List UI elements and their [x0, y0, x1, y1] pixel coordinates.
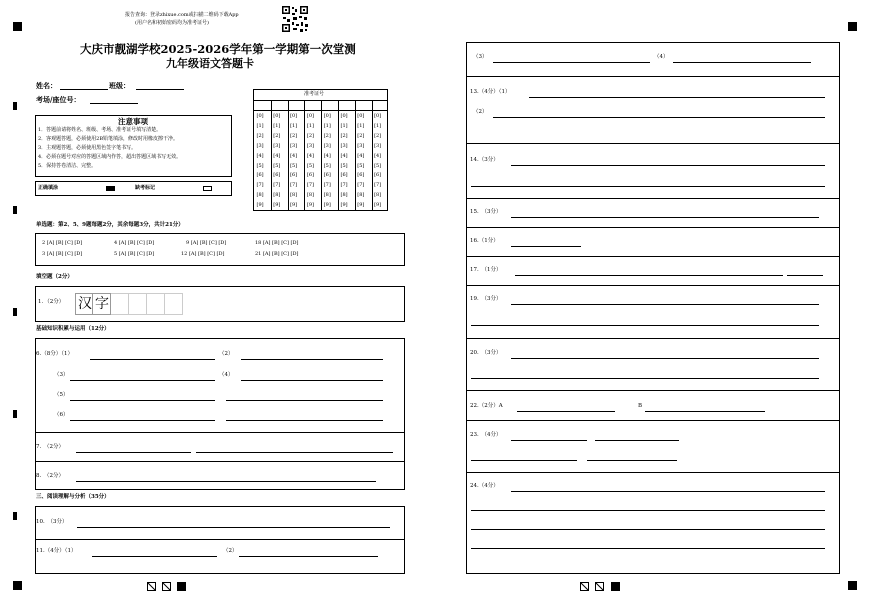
- choice-item[interactable]: 4 [A] [B] [C] [D]: [114, 240, 155, 246]
- choice-item[interactable]: 3 [A] [B] [C] [D]: [42, 251, 83, 257]
- digit-bubble[interactable]: [6]: [256, 172, 264, 179]
- digit-bubble[interactable]: [1]: [323, 122, 331, 129]
- digit-bubble[interactable]: [6]: [273, 172, 281, 179]
- answer-line[interactable]: [226, 420, 383, 421]
- answer-line[interactable]: [587, 460, 677, 461]
- answer-line[interactable]: [226, 400, 383, 401]
- question-label: 20. （3分）: [470, 350, 502, 356]
- digit-bubble[interactable]: [2]: [323, 132, 331, 139]
- digit-bubble[interactable]: [8]: [374, 192, 382, 199]
- exam-id-grid: [253, 89, 388, 211]
- answer-line[interactable]: [493, 62, 650, 63]
- digit-bubble[interactable]: [9]: [357, 202, 365, 209]
- question-label: 14.（3分）: [470, 157, 499, 163]
- correct-fill-label: 正确填涂: [38, 185, 59, 191]
- grid-divider: [271, 100, 272, 210]
- answer-line[interactable]: [511, 358, 819, 359]
- answer-line[interactable]: [471, 186, 825, 187]
- question-label: 22.（2分）A: [470, 403, 503, 409]
- qr-code-icon: [281, 5, 309, 33]
- digit-bubble[interactable]: [6]: [374, 172, 382, 179]
- digit-bubble[interactable]: [9]: [340, 202, 348, 209]
- corner-mark-bottom-right: [848, 581, 857, 590]
- digit-bubble[interactable]: [7]: [290, 182, 298, 189]
- digit-bubble[interactable]: [2]: [374, 132, 382, 139]
- digit-bubble[interactable]: [2]: [273, 132, 281, 139]
- choice-item[interactable]: 18 [A] [B] [C] [D]: [255, 240, 299, 246]
- seat-label: 考场/座位号：: [36, 95, 81, 104]
- seat-field[interactable]: [90, 103, 138, 104]
- digit-bubble[interactable]: [3]: [340, 142, 348, 149]
- grid-divider: [288, 100, 289, 210]
- digit-bubble[interactable]: [2]: [256, 132, 264, 139]
- name-label: 姓名：: [36, 81, 57, 90]
- right-answer-panel: [466, 42, 840, 574]
- exam-title: 大庆市靓湖学校2025-2026学年第一学期第一次堂测: [80, 42, 356, 56]
- answer-line[interactable]: [471, 510, 825, 511]
- report-note: 报告查询：登录zhixue.com或扫描二维码下载App: [125, 12, 239, 18]
- choice-item[interactable]: 12 [A] [B] [C] [D]: [181, 251, 225, 257]
- digit-bubble[interactable]: [5]: [340, 162, 348, 169]
- notice-title: 注意事项: [118, 117, 148, 126]
- question-label: 24.（4分）: [470, 483, 499, 489]
- question-label: 11.（4分）（1）: [36, 548, 77, 554]
- digit-bubble[interactable]: [3]: [256, 142, 264, 149]
- timing-mark: [13, 102, 17, 110]
- single-choice-heading: 单选题：第2、5、9题每题2分，其余每题3分，共计21分）: [36, 222, 184, 228]
- digit-bubble[interactable]: [1]: [357, 122, 365, 129]
- question-label: 17. （1分）: [470, 267, 502, 273]
- answer-line[interactable]: [76, 452, 191, 453]
- answer-line[interactable]: [511, 491, 825, 492]
- question-label: （4）: [654, 54, 669, 60]
- digit-bubble[interactable]: [3]: [273, 142, 281, 149]
- digit-bubble[interactable]: [3]: [290, 142, 298, 149]
- question-label: 13.（4分）（1）: [470, 89, 511, 95]
- digit-bubble[interactable]: [8]: [306, 192, 314, 199]
- question-label: （2）: [473, 109, 488, 115]
- notice-item: 1．答题前请将姓名、班级、考场、准考证号填写清楚。: [38, 127, 162, 133]
- grid-divider: [372, 100, 373, 210]
- page-marker-slash: [595, 582, 604, 591]
- name-field[interactable]: [60, 89, 108, 90]
- answer-line[interactable]: [673, 62, 811, 63]
- digit-bubble[interactable]: [5]: [290, 162, 298, 169]
- answer-line[interactable]: [471, 460, 577, 461]
- digit-bubble[interactable]: [2]: [290, 132, 298, 139]
- digit-bubble[interactable]: [5]: [273, 162, 281, 169]
- answer-line[interactable]: [471, 378, 819, 379]
- question-label: 15. （3分）: [470, 209, 502, 215]
- choice-item[interactable]: 5 [A] [B] [C] [D]: [114, 251, 155, 257]
- digit-bubble[interactable]: [7]: [357, 182, 365, 189]
- corner-mark-bottom-left: [13, 581, 22, 590]
- question-label: （2）: [219, 351, 234, 357]
- reading-heading: 三、阅读理解与分析（35分）: [36, 494, 110, 500]
- question-label: （6）: [54, 412, 69, 418]
- notice-item: 3．主观题答题，必须使用黑色签字笔书写。: [38, 145, 137, 151]
- answer-line[interactable]: [239, 556, 378, 557]
- question-label: 7. （2分）: [36, 444, 64, 450]
- answer-line[interactable]: [515, 275, 783, 276]
- digit-bubble[interactable]: [7]: [374, 182, 382, 189]
- class-label: 班级：: [109, 81, 130, 90]
- digit-bubble[interactable]: [9]: [273, 202, 281, 209]
- choice-item[interactable]: 21 [A] [B] [C] [D]: [255, 251, 299, 257]
- question-label: 23. （4分）: [470, 432, 502, 438]
- answer-line[interactable]: [471, 325, 819, 326]
- digit-bubble[interactable]: [5]: [374, 162, 382, 169]
- digit-bubble[interactable]: [0]: [306, 113, 314, 119]
- digit-bubble[interactable]: [8]: [290, 192, 298, 199]
- answer-line[interactable]: [517, 411, 615, 412]
- digit-bubble[interactable]: [7]: [306, 182, 314, 189]
- correct-fill-sample: [106, 186, 115, 191]
- grid-divider: [338, 100, 339, 210]
- question-label: 8. （2分）: [36, 473, 64, 479]
- answer-line[interactable]: [493, 117, 825, 118]
- notice-item: 5．保持答卷清洁、完整。: [38, 163, 97, 169]
- page-marker-slash: [580, 582, 589, 591]
- question-label: 16.（1分）: [470, 238, 499, 244]
- notice-box: [35, 115, 232, 177]
- digit-bubble[interactable]: [6]: [323, 172, 331, 179]
- question-label: （4）: [219, 372, 234, 378]
- digit-bubble[interactable]: [3]: [357, 142, 365, 149]
- digit-bubble[interactable]: [4]: [340, 152, 348, 159]
- notice-item: 4．必须在题号对应的答题区域内作答，超出答题区域书写无效。: [38, 154, 182, 160]
- answer-line[interactable]: [70, 380, 215, 381]
- digit-bubble[interactable]: [0]: [340, 113, 348, 119]
- page-marker-filled: [177, 582, 186, 591]
- question-label: 1．（2分）: [38, 299, 65, 305]
- answer-line[interactable]: [196, 452, 393, 453]
- question-label: （5）: [54, 392, 69, 398]
- digit-bubble[interactable]: [4]: [357, 152, 365, 159]
- char-cell[interactable]: [129, 293, 147, 315]
- digit-bubble[interactable]: [0]: [374, 113, 382, 119]
- question-label: 6.（8分）（1）: [36, 351, 73, 357]
- answer-line[interactable]: [511, 246, 581, 247]
- digit-bubble[interactable]: [9]: [306, 202, 314, 209]
- digit-bubble[interactable]: [4]: [290, 152, 298, 159]
- digit-bubble[interactable]: [6]: [340, 172, 348, 179]
- answer-line[interactable]: [471, 548, 825, 549]
- timing-mark: [13, 206, 17, 214]
- question-label: （3）: [473, 54, 488, 60]
- digit-bubble[interactable]: [4]: [256, 152, 264, 159]
- answer-line[interactable]: [70, 420, 215, 421]
- digit-bubble[interactable]: [4]: [273, 152, 281, 159]
- question-label: B: [638, 403, 643, 409]
- digit-bubble[interactable]: [1]: [273, 122, 281, 129]
- exam-id-title: 准考证号: [304, 91, 325, 97]
- digit-bubble[interactable]: [5]: [306, 162, 314, 169]
- digit-bubble[interactable]: [0]: [290, 113, 298, 119]
- notice-item: 2．客观题答题，必须使用2B铅笔填涂，修改时用橡皮擦干净。: [38, 136, 179, 142]
- answer-line[interactable]: [595, 440, 679, 441]
- digit-bubble[interactable]: [6]: [357, 172, 365, 179]
- answer-line[interactable]: [76, 481, 376, 482]
- digit-bubble[interactable]: [8]: [357, 192, 365, 199]
- fill-sample-box: [35, 181, 232, 196]
- digit-bubble[interactable]: [5]: [357, 162, 365, 169]
- digit-bubble[interactable]: [1]: [306, 122, 314, 129]
- choice-item[interactable]: 2 [A] [B] [C] [D]: [42, 240, 83, 246]
- corner-mark-top-right: [848, 22, 857, 31]
- digit-bubble[interactable]: [2]: [357, 132, 365, 139]
- digit-bubble[interactable]: [0]: [323, 113, 331, 119]
- digit-bubble[interactable]: [6]: [306, 172, 314, 179]
- answer-line[interactable]: [70, 400, 215, 401]
- digit-bubble[interactable]: [1]: [340, 122, 348, 129]
- question-label: 10. （3分）: [36, 519, 68, 525]
- digit-bubble[interactable]: [3]: [306, 142, 314, 149]
- answer-line[interactable]: [471, 529, 825, 530]
- digit-bubble[interactable]: [7]: [256, 182, 264, 189]
- grid-divider: [304, 100, 305, 210]
- digit-bubble[interactable]: [3]: [374, 142, 382, 149]
- timing-mark: [13, 308, 17, 316]
- digit-bubble[interactable]: [2]: [306, 132, 314, 139]
- answer-line[interactable]: [645, 411, 765, 412]
- digit-bubble[interactable]: [8]: [323, 192, 331, 199]
- password-note: (用户名和初始密码均为准考证号): [135, 20, 209, 26]
- digit-bubble[interactable]: [8]: [273, 192, 281, 199]
- answer-line[interactable]: [241, 380, 383, 381]
- single-choice-box: [35, 233, 405, 266]
- corner-mark-top-left: [13, 22, 22, 31]
- digit-bubble[interactable]: [9]: [323, 202, 331, 209]
- digit-bubble[interactable]: [9]: [256, 202, 264, 209]
- digit-bubble[interactable]: [9]: [374, 202, 382, 209]
- question-label: （3）: [54, 372, 69, 378]
- digit-bubble[interactable]: [7]: [340, 182, 348, 189]
- question-label: （2）: [223, 548, 238, 554]
- char-cell[interactable]: 汉: [75, 293, 93, 315]
- reading-box: [35, 506, 405, 574]
- missing-mark-label: 缺考标记: [135, 185, 156, 191]
- basic-heading: 基础知识积累与运用（12分）: [36, 326, 110, 332]
- answer-line[interactable]: [92, 556, 217, 557]
- digit-bubble[interactable]: [1]: [290, 122, 298, 129]
- answer-line[interactable]: [77, 527, 390, 528]
- answer-line[interactable]: [511, 440, 587, 441]
- digit-bubble[interactable]: [4]: [323, 152, 331, 159]
- answer-line[interactable]: [787, 275, 823, 276]
- missing-mark-checkbox[interactable]: [203, 186, 212, 191]
- digit-bubble[interactable]: [8]: [256, 192, 264, 199]
- basic-box: [35, 338, 405, 490]
- digit-bubble[interactable]: [4]: [306, 152, 314, 159]
- digit-bubble[interactable]: [4]: [374, 152, 382, 159]
- digit-bubble[interactable]: [6]: [290, 172, 298, 179]
- page-marker-slash: [162, 582, 171, 591]
- digit-bubble[interactable]: [1]: [256, 122, 264, 129]
- digit-bubble[interactable]: [0]: [357, 113, 365, 119]
- digit-bubble[interactable]: [7]: [323, 182, 331, 189]
- digit-bubble[interactable]: [5]: [323, 162, 331, 169]
- answer-sheet-title: 九年级语文答题卡: [166, 57, 254, 70]
- digit-bubble[interactable]: [9]: [290, 202, 298, 209]
- digit-bubble[interactable]: [3]: [323, 142, 331, 149]
- char-cell[interactable]: [111, 293, 129, 315]
- char-cell[interactable]: [165, 293, 183, 315]
- answer-line[interactable]: [90, 359, 215, 360]
- digit-bubble[interactable]: [0]: [256, 113, 264, 119]
- answer-line[interactable]: [529, 97, 825, 98]
- question-label: 19. （3分）: [470, 296, 502, 302]
- choice-item[interactable]: 9 [A] [B] [C] [D]: [186, 240, 227, 246]
- digit-bubble[interactable]: [7]: [273, 182, 281, 189]
- digit-bubble[interactable]: [8]: [340, 192, 348, 199]
- answer-line[interactable]: [511, 165, 825, 166]
- digit-bubble[interactable]: [5]: [256, 162, 264, 169]
- answer-line[interactable]: [511, 304, 819, 305]
- grid-divider: [355, 100, 356, 210]
- page-marker-slash: [147, 582, 156, 591]
- digit-bubble[interactable]: [0]: [273, 113, 281, 119]
- answer-line[interactable]: [511, 217, 819, 218]
- answer-line[interactable]: [241, 359, 383, 360]
- class-field[interactable]: [136, 89, 184, 90]
- char-cell[interactable]: [147, 293, 165, 315]
- char-cell[interactable]: 字: [93, 293, 111, 315]
- timing-mark: [13, 512, 17, 520]
- fill-in-heading: 填空题（2分）: [36, 274, 73, 280]
- timing-mark: [13, 410, 17, 418]
- digit-bubble[interactable]: [2]: [340, 132, 348, 139]
- fill-in-box: [35, 286, 405, 322]
- digit-bubble[interactable]: [1]: [374, 122, 382, 129]
- page-marker-filled: [611, 582, 620, 591]
- grid-divider: [321, 100, 322, 210]
